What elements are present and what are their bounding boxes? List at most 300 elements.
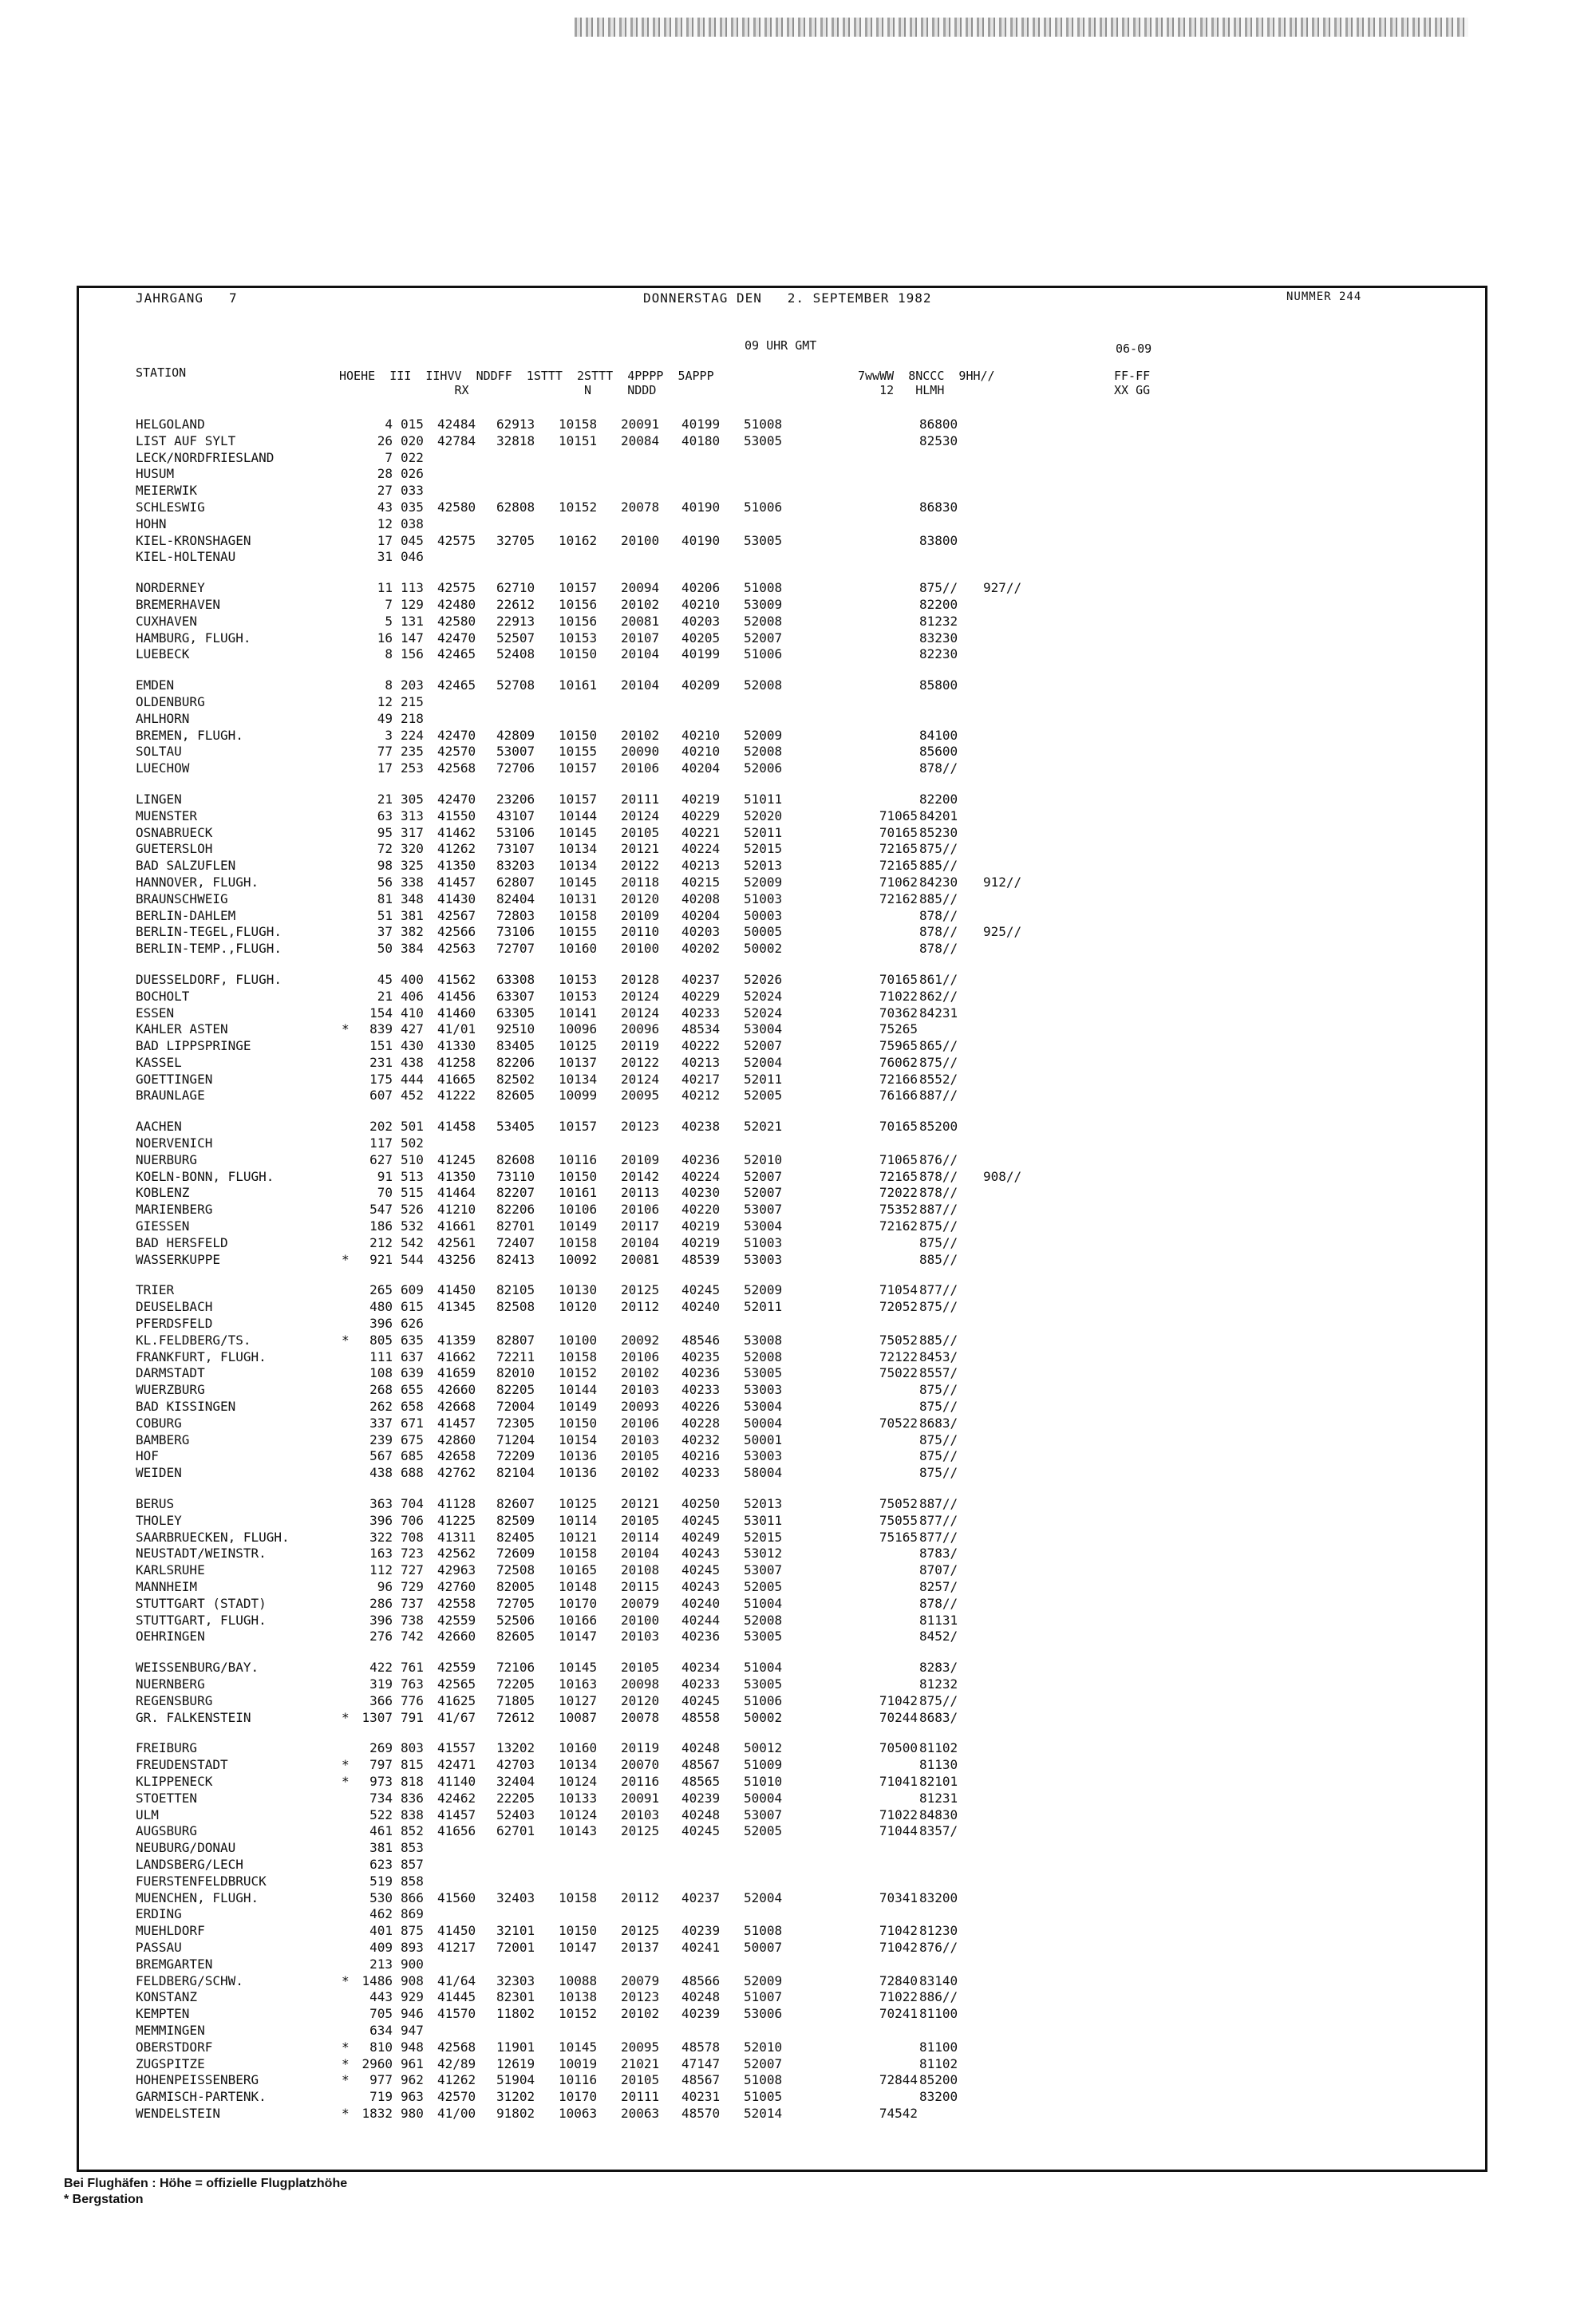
group-2sttt: 20123 (621, 1119, 660, 1135)
group-8nccc: 878// (919, 924, 958, 940)
group-8nccc: 877// (919, 1282, 958, 1298)
group-nddff: 71204 (496, 1431, 535, 1447)
group-8nccc: 85200 (919, 2072, 958, 2088)
elevation: 1307 (361, 1709, 393, 1725)
group-8nccc: 84230 (919, 874, 958, 890)
station-id: 857 (401, 1856, 424, 1872)
group-7wwww: 76166 (879, 1088, 918, 1104)
group-2sttt: 20078 (621, 1709, 660, 1725)
station-id: 858 (401, 1873, 424, 1889)
group-7wwww: 72840 (879, 1972, 918, 1988)
group-nddff: 82205 (496, 1382, 535, 1398)
station-name: MUEHLDORF (136, 1923, 205, 1939)
group-nddff: 82404 (496, 890, 535, 906)
station-name: DEUSELBACH (136, 1299, 213, 1315)
station-name: WASSERKUPPE (136, 1251, 220, 1267)
station-id: 526 (401, 1202, 424, 1218)
group-5appp: 51006 (744, 646, 783, 662)
station-id: 033 (401, 483, 424, 499)
group-2sttt: 20105 (621, 2072, 660, 2088)
station-name: AUGSBURG (136, 1823, 198, 1839)
station-name: BRAUNLAGE (136, 1088, 205, 1104)
group-1sttt: 10116 (559, 2072, 598, 2088)
station-id: 893 (401, 1939, 424, 1955)
mountain-marker: * (342, 1709, 350, 1725)
station-name: THOLEY (136, 1512, 182, 1528)
group-4pppp: 40248 (681, 1740, 721, 1756)
group-4pppp: 40205 (681, 630, 721, 646)
group-iihvv: 41311 (437, 1529, 476, 1545)
group-8nccc: 878// (919, 760, 958, 776)
group-nddff: 52708 (496, 677, 535, 693)
mountain-marker: * (342, 1021, 350, 1037)
group-nddff: 31202 (496, 2089, 535, 2105)
group-nddff: 82807 (496, 1332, 535, 1348)
group-1sttt: 10124 (559, 1806, 598, 1822)
group-2sttt: 20106 (621, 760, 660, 776)
group-4pppp: 40229 (681, 807, 721, 823)
elevation: 8 (385, 646, 393, 662)
group-iihvv: 42568 (437, 2039, 476, 2055)
group-iihvv: 41464 (437, 1185, 476, 1201)
elevation: 16 (377, 630, 393, 646)
station-id: 325 (401, 858, 424, 874)
group-4pppp: 40199 (681, 646, 721, 662)
group-7wwww: 70165 (879, 824, 918, 840)
station-name: MUENSTER (136, 807, 198, 823)
group-4pppp: 48570 (681, 2105, 721, 2121)
group-8nccc: 875// (919, 1431, 958, 1447)
elevation: 409 (369, 1939, 393, 1955)
group-iihvv: 41245 (437, 1151, 476, 1167)
station-id: 963 (401, 2089, 424, 2105)
group-1sttt: 10134 (559, 858, 598, 874)
group-5appp: 50002 (744, 1709, 783, 1725)
group-2sttt: 20105 (621, 824, 660, 840)
elevation: 31 (377, 549, 393, 565)
elevation: 3 (385, 727, 393, 743)
group-iihvv: 42465 (437, 646, 476, 662)
group-nddff: 23206 (496, 791, 535, 807)
group-8nccc: 878// (919, 941, 958, 957)
group-2sttt: 20096 (621, 1021, 660, 1037)
group-8nccc: 8552/ (919, 1071, 958, 1087)
station-id: 763 (401, 1676, 424, 1692)
station-id: 853 (401, 1840, 424, 1856)
group-1sttt: 10157 (559, 791, 598, 807)
group-5appp: 53003 (744, 1448, 783, 1464)
group-8nccc: 878// (919, 907, 958, 923)
station-id: 444 (401, 1071, 424, 1087)
station-name: KIEL-KRONSHAGEN (136, 532, 251, 548)
group-8nccc: 885// (919, 890, 958, 906)
group-1sttt: 10161 (559, 677, 598, 693)
group-5appp: 53005 (744, 1676, 783, 1692)
group-8nccc: 876// (919, 1939, 958, 1955)
header-date: DONNERSTAG DEN 2. SEPTEMBER 1982 (643, 290, 932, 306)
station-name: FREIBURG (136, 1740, 198, 1756)
elevation: 21 (377, 988, 393, 1004)
group-5appp: 51008 (744, 417, 783, 432)
header-number: NUMMER 244 (1286, 290, 1362, 303)
group-iihvv: 42562 (437, 1546, 476, 1562)
elevation: 522 (369, 1806, 393, 1822)
group-iihvv: 42580 (437, 613, 476, 629)
group-2sttt: 20095 (621, 2039, 660, 2055)
station-id: 929 (401, 1989, 424, 2005)
group-nddff: 62807 (496, 874, 535, 890)
group-2sttt: 20105 (621, 1512, 660, 1528)
group-7wwww: 70500 (879, 1740, 918, 1756)
station-name: MANNHEIM (136, 1579, 198, 1594)
group-4pppp: 40239 (681, 2006, 721, 2022)
group-iihvv: 42559 (437, 1660, 476, 1676)
group-4pppp: 40235 (681, 1348, 721, 1364)
group-4pppp: 48567 (681, 1757, 721, 1773)
group-7wwww: 72122 (879, 1348, 918, 1364)
group-2sttt: 20128 (621, 971, 660, 987)
station-name: LANDSBERG/LECH (136, 1856, 243, 1872)
group-5appp: 58004 (744, 1465, 783, 1481)
group-2sttt: 20102 (621, 1465, 660, 1481)
elevation: 26 (377, 432, 393, 448)
group-iihvv: 41659 (437, 1365, 476, 1381)
group-2sttt: 20100 (621, 532, 660, 548)
group-2sttt: 20104 (621, 1234, 660, 1250)
group-iihvv: 42784 (437, 432, 476, 448)
station-name: CUXHAVEN (136, 613, 198, 629)
station-id: 836 (401, 1790, 424, 1806)
group-5appp: 52007 (744, 630, 783, 646)
group-4pppp: 48578 (681, 2039, 721, 2055)
elevation: 154 (369, 1005, 393, 1021)
group-4pppp: 48565 (681, 1773, 721, 1789)
station-id: 723 (401, 1546, 424, 1562)
group-5appp: 50001 (744, 1431, 783, 1447)
group-7wwww: 72165 (879, 841, 918, 857)
group-2sttt: 20091 (621, 1790, 660, 1806)
group-2sttt: 20104 (621, 646, 660, 662)
group-1sttt: 10158 (559, 417, 598, 432)
group-5appp: 52011 (744, 824, 783, 840)
group-nddff: 92510 (496, 1021, 535, 1037)
group-5appp: 53003 (744, 1382, 783, 1398)
group-4pppp: 40241 (681, 1939, 721, 1955)
elevation: 98 (377, 858, 393, 874)
group-4pppp: 40204 (681, 760, 721, 776)
station-id: 338 (401, 874, 424, 890)
group-iihvv: 42561 (437, 1234, 476, 1250)
station-name: BREMERHAVEN (136, 596, 220, 612)
group-7wwww: 75265 (879, 1021, 918, 1037)
elevation: 72 (377, 841, 393, 857)
station-name: NOERVENICH (136, 1135, 213, 1151)
group-5appp: 52010 (744, 1151, 783, 1167)
station-name: KASSEL (136, 1054, 182, 1070)
group-8nccc: 81231 (919, 1790, 958, 1806)
group-2sttt: 20103 (621, 1806, 660, 1822)
elevation: 56 (377, 874, 393, 890)
station-name: COBURG (136, 1415, 182, 1431)
station-name: BAD LIPPSPRINGE (136, 1038, 251, 1054)
elevation: 627 (369, 1151, 393, 1167)
group-2sttt: 20106 (621, 1202, 660, 1218)
group-iihvv: 41/67 (437, 1709, 476, 1725)
group-4pppp: 40221 (681, 824, 721, 840)
elevation: 462 (369, 1906, 393, 1922)
group-nddff: 32303 (496, 1972, 535, 1988)
group-1sttt: 10155 (559, 924, 598, 940)
station-name: WUERZBURG (136, 1382, 205, 1398)
group-4pppp: 40217 (681, 1071, 721, 1087)
group-1sttt: 10163 (559, 1676, 598, 1692)
group-nddff: 82502 (496, 1071, 535, 1087)
station-id: 501 (401, 1119, 424, 1135)
station-name: NUERNBERG (136, 1676, 205, 1692)
group-2sttt: 20098 (621, 1676, 660, 1692)
group-8nccc: 8783/ (919, 1546, 958, 1562)
group-2sttt: 20120 (621, 890, 660, 906)
footnote-mountain: * Bergstation (64, 2193, 144, 2206)
station-id: 609 (401, 1282, 424, 1298)
station-id: 675 (401, 1431, 424, 1447)
group-nddff: 72609 (496, 1546, 535, 1562)
group-1sttt: 10148 (559, 1579, 598, 1594)
station-name: BERLIN-TEMP.,FLUGH. (136, 941, 282, 957)
group-iihvv: 42580 (437, 499, 476, 515)
group-iihvv: 41430 (437, 890, 476, 906)
group-5appp: 53007 (744, 1202, 783, 1218)
group-1sttt: 10162 (559, 532, 598, 548)
group-5appp: 52021 (744, 1119, 783, 1135)
group-5appp: 52024 (744, 1005, 783, 1021)
elevation: 91 (377, 1168, 393, 1184)
group-2sttt: 20124 (621, 1005, 660, 1021)
group-8nccc: 875// (919, 1465, 958, 1481)
group-iihvv: 42568 (437, 760, 476, 776)
station-id: 704 (401, 1496, 424, 1512)
group-nddff: 42809 (496, 727, 535, 743)
station-id: 022 (401, 449, 424, 465)
group-4pppp: 40213 (681, 1054, 721, 1070)
group-5appp: 53007 (744, 1562, 783, 1578)
group-8nccc: 85200 (919, 1119, 958, 1135)
group-iihvv: 41/64 (437, 1972, 476, 1988)
station-id: 980 (401, 2105, 424, 2121)
station-name: NORDERNEY (136, 580, 205, 596)
group-2sttt: 20063 (621, 2105, 660, 2121)
elevation: 239 (369, 1431, 393, 1447)
group-2sttt: 20119 (621, 1740, 660, 1756)
station-id: 776 (401, 1692, 424, 1708)
elevation: 27 (377, 483, 393, 499)
group-iihvv: 42558 (437, 1595, 476, 1611)
group-7wwww: 71065 (879, 1151, 918, 1167)
group-nddff: 52408 (496, 646, 535, 662)
station-name: REGENSBURG (136, 1692, 213, 1708)
elevation: 12 (377, 515, 393, 531)
group-5appp: 52011 (744, 1299, 783, 1315)
group-7wwww: 70165 (879, 1119, 918, 1135)
group-5appp: 52005 (744, 1823, 783, 1839)
station-name: GUETERSLOH (136, 841, 213, 857)
group-5appp: 51004 (744, 1660, 783, 1676)
station-name: HELGOLAND (136, 417, 205, 432)
group-1sttt: 10136 (559, 1448, 598, 1464)
group-2sttt: 20120 (621, 1692, 660, 1708)
group-5appp: 52015 (744, 1529, 783, 1545)
group-iihvv: 42484 (437, 417, 476, 432)
group-iihvv: 41359 (437, 1332, 476, 1348)
group-iihvv: 41/00 (437, 2105, 476, 2121)
elevation: 2960 (361, 2055, 393, 2071)
group-iihvv: 42860 (437, 1431, 476, 1447)
group-1sttt: 10154 (559, 1431, 598, 1447)
station-id: 203 (401, 677, 424, 693)
group-nddff: 82605 (496, 1629, 535, 1645)
elevation: 921 (369, 1251, 393, 1267)
elevation: 438 (369, 1465, 393, 1481)
station-id: 738 (401, 1612, 424, 1628)
group-1sttt: 10130 (559, 1282, 598, 1298)
elevation: 17 (377, 760, 393, 776)
group-2sttt: 20137 (621, 1939, 660, 1955)
elevation: 977 (369, 2072, 393, 2088)
group-iihvv: 41330 (437, 1038, 476, 1054)
station-id: 215 (401, 693, 424, 709)
group-2sttt: 20116 (621, 1773, 660, 1789)
group-8nccc: 83800 (919, 532, 958, 548)
station-id: 542 (401, 1234, 424, 1250)
group-nddff: 82605 (496, 1088, 535, 1104)
group-nddff: 11802 (496, 2006, 535, 2022)
station-name: KONSTANZ (136, 1989, 198, 2005)
elevation: 50 (377, 941, 393, 957)
elevation: 396 (369, 1612, 393, 1628)
group-8nccc: 878// (919, 1595, 958, 1611)
station-name: STUTTGART (STADT) (136, 1595, 267, 1611)
group-iihvv: 41557 (437, 1740, 476, 1756)
elevation: 12 (377, 693, 393, 709)
group-2sttt: 20123 (621, 1989, 660, 2005)
station-id: 156 (401, 646, 424, 662)
station-id: 961 (401, 2055, 424, 2071)
elevation: 319 (369, 1676, 393, 1692)
group-iihvv: 42575 (437, 580, 476, 596)
station-name: SOLTAU (136, 744, 182, 760)
elevation: 186 (369, 1218, 393, 1234)
station-name: LIST AUF SYLT (136, 432, 236, 448)
group-4pppp: 40240 (681, 1299, 721, 1315)
group-8nccc: 8557/ (919, 1365, 958, 1381)
group-4pppp: 40250 (681, 1496, 721, 1512)
group-1sttt: 10158 (559, 1348, 598, 1364)
group-8nccc: 877// (919, 1529, 958, 1545)
station-id: 948 (401, 2039, 424, 2055)
group-2sttt: 20102 (621, 2006, 660, 2022)
group-5appp: 51004 (744, 1595, 783, 1611)
group-8nccc: 81100 (919, 2006, 958, 2022)
group-1sttt: 10088 (559, 1972, 598, 1988)
group-8nccc: 887// (919, 1496, 958, 1512)
group-8nccc: 878// (919, 1185, 958, 1201)
group-8nccc: 885// (919, 1251, 958, 1267)
elevation: 839 (369, 1021, 393, 1037)
group-4pppp: 40210 (681, 744, 721, 760)
station-name: NEUSTADT/WEINSTR. (136, 1546, 267, 1562)
group-5appp: 53009 (744, 596, 783, 612)
group-5appp: 52009 (744, 727, 783, 743)
elevation: 269 (369, 1740, 393, 1756)
footnote-airport: Bei Flughäfen : Höhe = offizielle Flugplatzhöhe (64, 2177, 348, 2190)
group-4pppp: 40244 (681, 1612, 721, 1628)
group-2sttt: 20102 (621, 1365, 660, 1381)
group-8nccc: 83230 (919, 630, 958, 646)
group-4pppp: 40209 (681, 677, 721, 693)
group-5appp: 53008 (744, 1332, 783, 1348)
station-id: 224 (401, 727, 424, 743)
group-4pppp: 40236 (681, 1151, 721, 1167)
group-8nccc: 86830 (919, 499, 958, 515)
mountain-marker: * (342, 2105, 350, 2121)
group-8nccc: 84830 (919, 1806, 958, 1822)
group-1sttt: 10120 (559, 1299, 598, 1315)
group-nddff: 72205 (496, 1676, 535, 1692)
group-nddff: 72211 (496, 1348, 535, 1364)
group-4pppp: 47147 (681, 2055, 721, 2071)
group-1sttt: 10131 (559, 890, 598, 906)
station-id: 908 (401, 1972, 424, 1988)
station-id: 026 (401, 466, 424, 482)
group-5appp: 52005 (744, 1579, 783, 1594)
group-5appp: 51008 (744, 1923, 783, 1939)
group-1sttt: 10150 (559, 727, 598, 743)
group-2sttt: 20108 (621, 1562, 660, 1578)
group-5appp: 50004 (744, 1415, 783, 1431)
group-2sttt: 20094 (621, 580, 660, 596)
group-iihvv: 41456 (437, 988, 476, 1004)
group-8nccc: 8683/ (919, 1415, 958, 1431)
station-name: BREMEN, FLUGH. (136, 727, 243, 743)
station-id: 147 (401, 630, 424, 646)
elevation: 7 (385, 449, 393, 465)
group-5appp: 52004 (744, 1054, 783, 1070)
elevation: 77 (377, 744, 393, 760)
group-nddff: 32818 (496, 432, 535, 448)
station-name: GR. FALKENSTEIN (136, 1709, 251, 1725)
elevation: 805 (369, 1332, 393, 1348)
elevation: 276 (369, 1629, 393, 1645)
station-id: 131 (401, 613, 424, 629)
elevation: 37 (377, 924, 393, 940)
group-8nccc: 861// (919, 971, 958, 987)
mountain-marker: * (342, 2072, 350, 2088)
elevation: 108 (369, 1365, 393, 1381)
group-nddff: 63305 (496, 1005, 535, 1021)
group-4pppp: 40238 (681, 1119, 721, 1135)
group-8nccc: 875// (919, 1218, 958, 1234)
station-name: DUESSELDORF, FLUGH. (136, 971, 282, 987)
elevation: 797 (369, 1757, 393, 1773)
elevation: 17 (377, 532, 393, 548)
group-2sttt: 20078 (621, 499, 660, 515)
group-4pppp: 40199 (681, 417, 721, 432)
station-name: GIESSEN (136, 1218, 190, 1234)
group-iihvv: 42480 (437, 596, 476, 612)
group-8nccc: 81130 (919, 1757, 958, 1773)
group-1sttt: 10134 (559, 1071, 598, 1087)
group-5appp: 51003 (744, 890, 783, 906)
